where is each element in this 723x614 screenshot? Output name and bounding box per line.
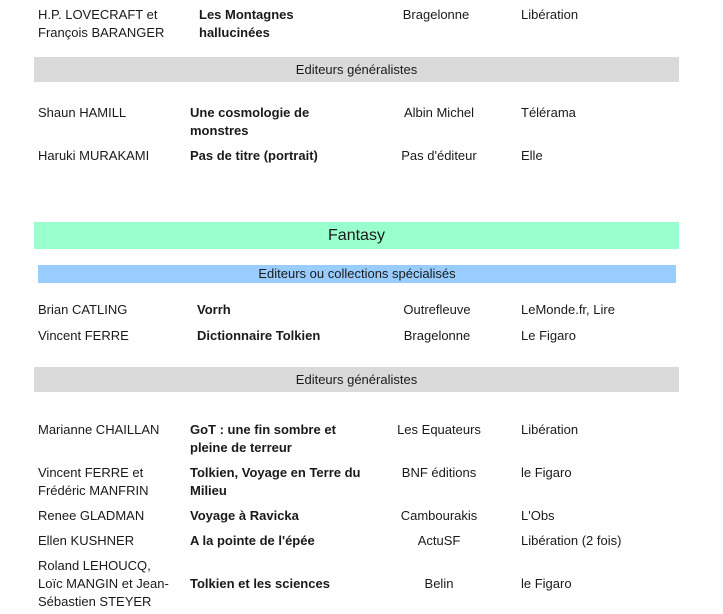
publisher-cell: Outrefleuve <box>403 302 471 317</box>
press-cell: Elle <box>521 148 543 163</box>
title-cell: Dictionnaire Tolkien <box>197 328 321 343</box>
author-cell: Brian CATLING <box>38 302 128 317</box>
publisher-cell: Bragelonne <box>402 7 470 22</box>
generalists-band: Editeurs généralistes <box>34 57 679 82</box>
publisher-cell: Les Equateurs <box>397 422 481 437</box>
author-cell: Vincent FERRE <box>38 328 129 343</box>
press-cell: Libération (2 fois) <box>521 533 622 548</box>
publisher-cell: Cambourakis <box>400 508 478 523</box>
press-cell: L'Obs <box>521 508 555 523</box>
title-cell: GoT : une fin sombre et pleine de terreur <box>190 422 336 455</box>
author-cell: Shaun HAMILL <box>38 105 127 120</box>
title-cell: A la pointe de l'épée <box>190 533 315 548</box>
generalists-band: Editeurs généralistes <box>34 367 679 392</box>
author-cell: Renee GLADMAN <box>38 508 145 523</box>
title-cell: Les Montagnes hallucinées <box>199 7 294 40</box>
publisher-cell: ActuSF <box>417 533 461 548</box>
author-cell: Vincent FERRE et Frédéric MANFRIN <box>38 465 149 498</box>
press-cell: Télérama <box>521 105 576 120</box>
author-cell: Roland LEHOUCQ, Loïc MANGIN et Jean-Sébastien STEYER <box>38 558 169 609</box>
press-cell: LeMonde.fr, Lire <box>521 302 615 317</box>
press-cell: le Figaro <box>521 576 572 591</box>
publisher-cell: Pas d'éditeur <box>401 148 477 163</box>
publisher-cell: BNF éditions <box>401 465 477 480</box>
title-cell: Vorrh <box>197 302 231 317</box>
title-cell: Voyage à Ravicka <box>190 508 299 523</box>
press-cell: Libération <box>521 7 579 22</box>
press-cell: Le Figaro <box>521 328 576 343</box>
title-cell: Une cosmologie de monstres <box>190 105 310 138</box>
title-cell: Tolkien et les sciences <box>190 576 330 591</box>
author-cell: Haruki MURAKAMI <box>38 148 150 163</box>
author-cell: Marianne CHAILLAN <box>38 422 160 437</box>
publisher-cell: Belin <box>424 576 454 591</box>
author-cell: Ellen KUSHNER <box>38 533 135 548</box>
title-cell: Tolkien, Voyage en Terre du Milieu <box>190 465 361 498</box>
specialised-band: Editeurs ou collections spécialisés <box>38 265 676 283</box>
press-cell: le Figaro <box>521 465 572 480</box>
press-cell: Libération <box>521 422 579 437</box>
author-cell: H.P. LOVECRAFT et François BARANGER <box>38 7 165 40</box>
publisher-cell: Bragelonne <box>403 328 471 343</box>
publisher-cell: Albin Michel <box>403 105 475 120</box>
title-cell: Pas de titre (portrait) <box>190 148 318 163</box>
fantasy-heading: Fantasy <box>34 222 679 249</box>
